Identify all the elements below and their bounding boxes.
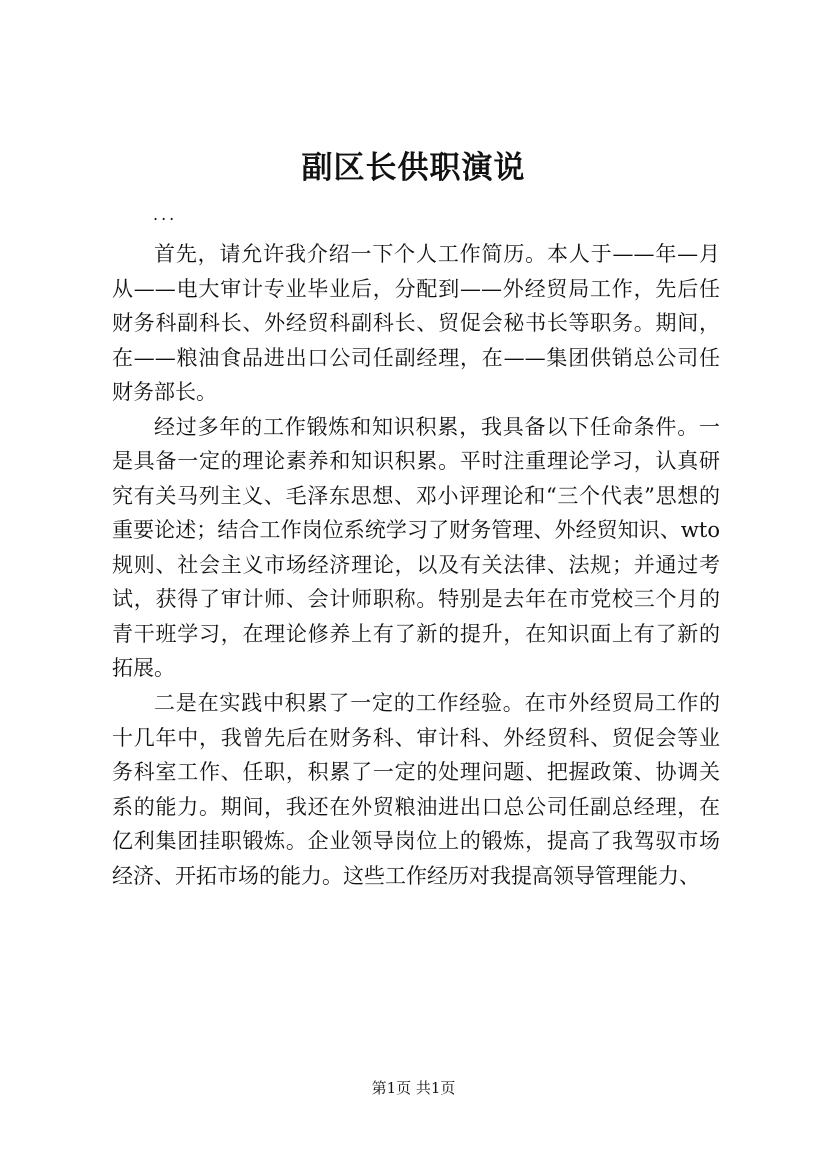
ellipsis-marker: ... xyxy=(153,205,178,224)
paragraph-experience: 二是在实践中积累了一定的工作经验。在市外经贸局工作的十几年中，我曾先后在财务科、审计科、外经贸科、贸促会等业务科室工作、任职，积累了一定的处理问题、把握政策、协调关系的能力。期间，我还在外贸粮油进出口总公司任副总经理，在亿利集团挂职锻炼。企业领导岗位上的锻炼，提高了我驾驭市场经济、开拓市场的能力。这些工作经历对我提高领导管理能力、 xyxy=(112,691,720,888)
document-body xyxy=(112,237,720,894)
page-footer: 第1页 共1页 xyxy=(371,1079,456,1097)
paragraph-resume: 首先，请允许我介绍一下个人工作简历。本人于——年—月从——电大审计专业毕业后，分配到——外经贸局工作，先后任财务科副科长、外经贸科副科长、贸促会秘书长等职务。期间，在——粮油食品进出口公司任副经理，在——集团供销总公司任财务部长。 xyxy=(112,242,720,404)
paragraph-qualifications: 经过多年的工作锻炼和知识积累，我具备以下任命条件。一是具备一定的理论素养和知识积累。平时注重理论学习，认真研究有关马列主义、毛泽东思想、邓小评理论和“三个代表”思想的重要论述；结合工作岗位系统学习了财务管理、外经贸知识、wto规则、社会主义市场经济理论，以及有关法律、法规；并通过考试，获得了审计师、会计师职称。特别是去年在市党校三个月的青干班学习，在理论修养上有了新的提升，在知识面上有了新的拓展。 xyxy=(112,414,720,681)
document-title: 副区长供职演说 xyxy=(301,150,526,186)
